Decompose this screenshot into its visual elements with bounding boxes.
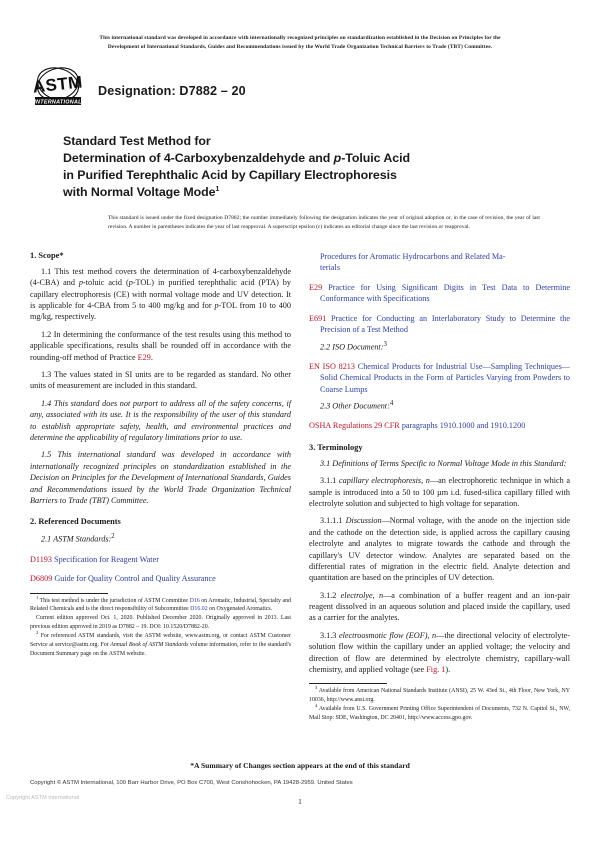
- link-fig-1[interactable]: Fig. 1: [426, 665, 446, 675]
- right-footnotes: [309, 683, 570, 722]
- copyright-watermark: Copyright ASTM International: [6, 795, 80, 801]
- copyright-line: Copyright © ASTM International, 100 Barr Harbor Drive, PO Box C700, West Conshohocken, PA 19428-2959. United States: [30, 780, 353, 786]
- link-d16-02[interactable]: D16.02: [190, 606, 208, 613]
- footnote-4: $^4$ Available from U.S. Government Printing Office Superintendent of Documents, 732 N. Capitol St., NW, Mail Stop: SDE, Washington, DC 20401, http://www.access.gpo.gov.: [309, 703, 570, 722]
- link-e29[interactable]: E29: [137, 352, 151, 362]
- tbt-header: [30, 34, 570, 52]
- terminology-paragraph-3-1: 3.1 Definitions of Terms Specific to Normal Voltage Mode in this Standard:: [320, 458, 567, 468]
- footnote-current-edition: Current edition approved Oct. 1, 2020. Published December 2020. Originally approved in 2013. Last previous edition approved in 2019 as D7882 – 19. DOI: 10.1520/D7882-20.: [30, 615, 291, 631]
- subheading-other-document: 2.3 Other Document:$^4$: [320, 400, 394, 411]
- designation-row: [30, 65, 570, 111]
- left-column: [30, 251, 291, 659]
- tbt-header-line2: Development of International Standards, Guides and Recommendations issued by the World Trade Organization Technical Barriers to Trade (TBT) Committee.: [107, 43, 493, 50]
- issue-note: This standard is issued under the fixed designation D7882; the number immediately following the designation indicates the year of original adoption or, in the case of revision, the year of last revision. A number in parentheses indicates the year of last reapproval. A superscript epsilon (ε) indicates an editorial change since the last revision or reapproval.: [108, 214, 540, 231]
- astm-logo-icon: [30, 65, 88, 111]
- reference-title-e29: Practice for Using Significant Digits in Test Data to Determine Conformance with Specifications: [320, 282, 570, 304]
- footnote-divider: [30, 593, 108, 594]
- reference-title-en-iso-8213: Chemical Products for Industrial Use—Sampling Techniques—Solid Chemical Products in the Form of Particles Varying from Powders to Coarse Lumps: [320, 362, 570, 394]
- link-osha-regulations[interactable]: OSHA Regulations 29 CFR: [309, 421, 400, 431]
- footnote-2: $^2$ For referenced ASTM standards, visit the ASTM website, www.astm.org, or contact ASTM Customer Service at service@astm.org. For Annual Book of ASTM Standards volume information, refer to the standard's Document Summary page on the ASTM website.: [30, 629, 291, 657]
- reference-list-astm: [30, 554, 291, 585]
- terminology-paragraph-3-1-3: 3.1.3 electroosmotic flow (EOF), n—the directional velocity of electrolyte-solution flow within the capillary under an applied voltage; the velocity and direction of flow are determined by electrolyte chemistry, capillary-wall chemistry, and applied voltage (see Fig. 1).: [309, 630, 571, 675]
- reference-d6809-continuation-1: Procedures for Aromatic Hydrocarbons and Related Ma-: [320, 251, 506, 261]
- title-line-4: with Normal Voltage Mode$^1$: [63, 184, 220, 199]
- scope-paragraph-1-5: 1.5 This international standard was developed in accordance with internationally recognized principles on standardization established in the Decision on Principles for the Development of International Standards, Guides and Recommendations issued by the World Trade Organization Technical Barriers to Trade (TBT) Committee.: [30, 450, 291, 505]
- svg-text:ASTM: ASTM: [31, 72, 84, 97]
- scope-paragraph-1-2: 1.2 In determining the conformance of the test results using this method to applicable specifications, results shall be rounded off in accordance with the rounding-off method of Practice E29.: [30, 329, 291, 362]
- reference-list-other: [309, 420, 570, 431]
- page-title: [30, 133, 570, 201]
- section-heading-terminology: 3. Terminology: [309, 442, 363, 452]
- reference-title-osha: paragraphs 1910.1000 and 1910.1200: [399, 421, 526, 431]
- reference-item-osha[interactable]: [309, 420, 570, 431]
- astm-logo-wordmark: INTERNATIONAL: [34, 99, 82, 106]
- body-columns: [30, 251, 570, 723]
- title-line-3: in Purified Terephthalic Acid by Capillary Electrophoresis: [63, 167, 397, 182]
- scope-paragraph-1-1: 1.1 This test method covers the determination of 4-carboxybenzaldehyde (4-CBA) and p-toluic acid (p-TOL) in purified terephthalic acid (PTA) by capillary electrophoresis (CE) with normal voltage mode and UV detection. It is applicable for 4-CBA from 5 to 400 mg/kg and for p-TOL from 10 to 400 mg/kg, respectively.: [30, 266, 291, 322]
- reference-title-d6809: Guide for Quality Control and Quality Assurance: [52, 574, 216, 584]
- link-d6809[interactable]: D6809: [30, 574, 53, 584]
- subheading-astm-standards: 2.1 ASTM Standards:$^2$: [41, 533, 115, 544]
- link-d16[interactable]: D16: [189, 597, 200, 604]
- right-column: [309, 251, 570, 723]
- terminology-paragraph-3-1-2: 3.1.2 electrolye, n—a combination of a buffer reagent and an ion-pair reagent dissolved in an aqueous solution and placed inside the capillary, used as a carrier for the analytes.: [309, 590, 570, 623]
- page-number: 1: [298, 797, 302, 806]
- reference-d6809-continuation-2: terials: [320, 263, 341, 273]
- reference-list-astm-continued: [309, 282, 570, 336]
- link-e29-ref[interactable]: E29: [309, 282, 323, 292]
- section-heading-referenced-documents: 2. Referenced Documents: [30, 517, 121, 527]
- reference-item-e691[interactable]: [309, 313, 570, 336]
- link-en-iso-8213[interactable]: EN ISO 8213: [309, 362, 355, 371]
- reference-list-iso: [309, 361, 570, 395]
- reference-item-e29[interactable]: [309, 282, 570, 305]
- scope-paragraph-1-3: 1.3 The values stated in SI units are to be regarded as standard. No other units of measurement are included in this standard.: [30, 370, 291, 391]
- title-line-2: Determination of 4-Carboxybenzaldehyde and p-Toluic Acid: [63, 150, 410, 165]
- reference-title-d1193: Specification for Reagent Water: [51, 554, 159, 564]
- reference-title-e691: Practice for Conducting an Interlaboratory Study to Determine the Precision of a Test Method: [320, 313, 570, 335]
- section-heading-scope: 1. Scope*: [30, 250, 64, 260]
- reference-item-en-iso-8213[interactable]: [309, 361, 570, 395]
- summary-of-changes-note: *A Summary of Changes section appears at the end of this standard: [190, 761, 410, 770]
- subheading-iso-document: 2.2 ISO Document:$^3$: [320, 340, 387, 352]
- terminology-paragraph-3-1-1-1: 3.1.1.1 Discussion—Normal voltage, with the anode on the injection side and the cathode on the detection side, is applied across the capillary causing electrolyte and analytes to migrate towards the cathode and through the capillary's UV detector window. Analytes are separated based on the differential rates of migration in the electric field. Analyte detection and quantitation are based on the principles of UV detection.: [309, 516, 571, 583]
- reference-item-d1193[interactable]: [30, 554, 291, 565]
- footnote-divider-right: [309, 683, 387, 684]
- scope-paragraph-1-4: 1.4 This standard does not purport to address all of the safety concerns, if any, associated with its use. It is the responsibility of the user of this standard to establish appropriate safety, health, and environmental practices and determine the applicability of regulatory limitations prior to use.: [30, 398, 291, 442]
- terminology-paragraph-3-1-1: 3.1.1 capillary electrophoresis, n—an electrophoretic technique in which a sample is introduced into a 50 to 100 µm i.d. fused-silica capillary filled with electrolyte solution and subjected to high voltage for separation.: [309, 476, 570, 508]
- link-d1193[interactable]: D1193: [30, 554, 52, 564]
- link-e691[interactable]: E691: [309, 313, 327, 323]
- reference-item-d6809[interactable]: [30, 573, 291, 584]
- title-line-1: Standard Test Method for: [63, 133, 211, 148]
- designation-label: Designation: D7882 – 20: [98, 83, 246, 98]
- tbt-header-line1: This international standard was developed in accordance with internationally recognized principles on standardization established in the Decision on Principles for the: [99, 35, 501, 41]
- left-footnotes: [30, 593, 291, 659]
- footnote-1: $^1$ This test method is under the jurisdiction of ASTM Committee D16 on Aromatic, Industrial, Specialty and Related Chemicals and is the direct responsibility of Subcommittee D16.02 on Oxygenated Aromatics.: [30, 594, 291, 613]
- footnote-3: $^3$ Available from American National Standards Institute (ANSI), 25 W. 43ed St., 4th Floor, New York, NY 10036, http://www.ansi.org.: [309, 685, 570, 704]
